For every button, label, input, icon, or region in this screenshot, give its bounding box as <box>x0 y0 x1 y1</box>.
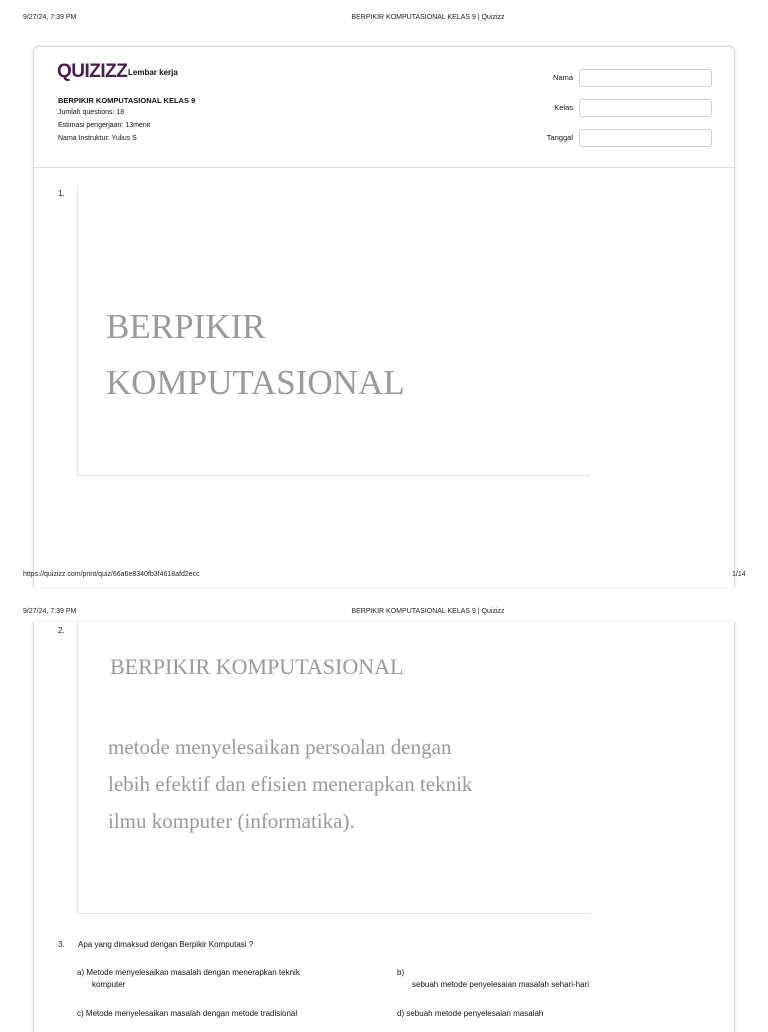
question-2-image-body-line2: lebih efektif dan efisien menerapkan teknik <box>108 772 473 796</box>
class-field[interactable] <box>579 99 712 117</box>
question-1-image-text-line2: KOMPUTASIONAL <box>106 363 405 402</box>
print-timestamp-page-2: 9/27/24, 7:39 PM <box>23 608 77 615</box>
name-label: Nama <box>552 73 573 82</box>
page-number: 1/14 <box>732 571 746 578</box>
print-url: https://quizizz.com/print/quiz/66a6e8340fb3f4618afd2ecc <box>23 571 200 578</box>
option-a[interactable] <box>77 967 300 991</box>
option-d-text-line1: sebuah metode penyelesaian masalah <box>406 1009 544 1018</box>
option-a-text-line1: Metode menyelesaikan masalah dengan menerapkan teknik <box>86 968 300 977</box>
question-3-text: Apa yang dimaksud dengan Berpikir Komputasi ? <box>78 940 254 949</box>
option-d[interactable] <box>397 1008 543 1020</box>
option-a-text-line2: komputer <box>92 980 126 989</box>
option-a-letter: a) <box>77 968 85 977</box>
question-3-number: 3. <box>58 940 65 949</box>
question-2-image-body-line1: metode menyelesaikan persoalan dengan <box>108 735 452 759</box>
option-d-letter: d) <box>397 1009 405 1018</box>
estimate-time: Estimasi pengerjaan: 13menit <box>58 122 151 129</box>
name-field[interactable] <box>579 69 712 87</box>
question-1-number: 1. <box>58 189 65 198</box>
question-2-image <box>77 622 590 914</box>
worksheet-header <box>34 47 734 168</box>
question-1-image <box>77 185 590 476</box>
question-2-number: 2. <box>58 626 65 635</box>
question-2-image-title: BERPIKIR KOMPUTASIONAL <box>110 654 404 679</box>
questions-count: Jumlah questions: 18 <box>58 109 125 116</box>
date-field[interactable] <box>579 129 712 147</box>
question-2-image-body-line3: ilmu komputer (informatika). <box>108 809 355 833</box>
worksheet-title: BERPIKIR KOMPUTASIONAL KELAS 9 <box>58 96 196 105</box>
print-title: BERPIKIR KOMPUTASIONAL KELAS 9 | Quizizz <box>351 14 505 21</box>
worksheet-subtitle: Lembar kerja <box>128 68 178 77</box>
date-label: Tanggal <box>546 133 573 142</box>
print-header-page-2 <box>0 608 768 618</box>
option-b-letter: b) <box>397 968 405 977</box>
worksheet-card <box>33 46 735 587</box>
question-1-image-text-line1: BERPIKIR <box>106 307 266 346</box>
quizizz-logo: QUIZIZZ <box>57 61 128 82</box>
option-b[interactable] <box>397 967 589 991</box>
class-label: Kelas <box>554 103 573 112</box>
instructor-name: Nama Instruktur: Yulius S <box>58 135 137 142</box>
print-title-page-2: BERPIKIR KOMPUTASIONAL KELAS 9 | Quizizz <box>351 608 505 615</box>
print-header <box>0 14 768 24</box>
option-c-letter: c) <box>77 1009 84 1018</box>
worksheet-card-page-2 <box>33 622 735 1032</box>
option-b-text-line2: sebuah metode penyelesaian masalah sehari-hari <box>412 980 589 989</box>
print-timestamp: 9/27/24, 7:39 PM <box>23 14 77 21</box>
option-c-text-line1: Metode menyelesaikan masalah dengan metode tradisional <box>85 1009 298 1018</box>
option-c[interactable] <box>77 1008 297 1020</box>
